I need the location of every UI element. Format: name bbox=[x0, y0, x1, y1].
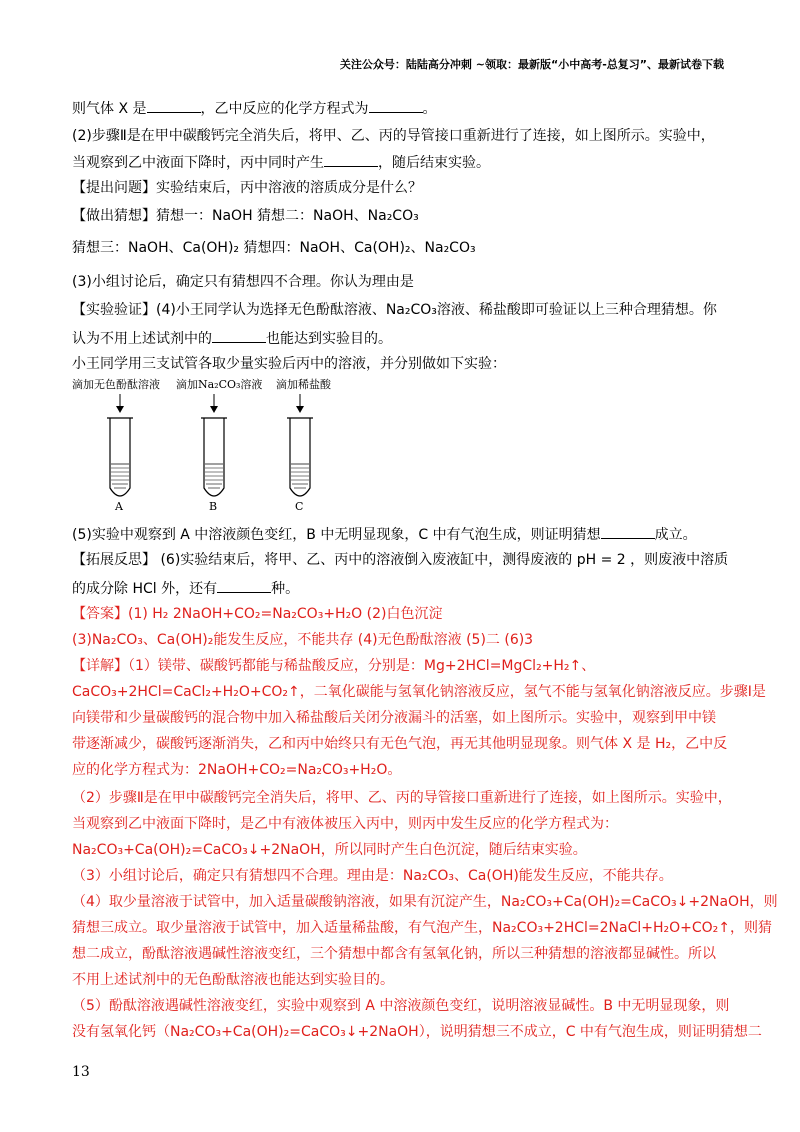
text-segment: 成立。 bbox=[654, 527, 697, 543]
test-tube-figure bbox=[72, 376, 372, 520]
answer-blank bbox=[324, 152, 378, 167]
reagent-label-phenolphthalein: 滴加无色酚酞溶液 bbox=[72, 378, 160, 391]
text-segment: 。 bbox=[422, 101, 437, 117]
text-line bbox=[72, 98, 437, 119]
text-segment: 【答案】(1) H₂ 2NaOH+CO₂=Na₂CO₃+H₂O (2)白色沉淀 bbox=[72, 606, 443, 622]
text-segment: （4）取少量溶液于试管中，加入适量碳酸钠溶液，如果有沉淀产生，Na₂CO₃+Ca(OH)₂=CaCO₃↓+2NaOH，则 bbox=[72, 894, 778, 910]
text-line bbox=[72, 892, 778, 912]
text-line bbox=[72, 272, 414, 292]
text-line bbox=[72, 630, 533, 650]
text-line bbox=[72, 996, 729, 1016]
text-line bbox=[72, 970, 394, 990]
text-segment: 种。 bbox=[271, 581, 300, 597]
text-line bbox=[72, 760, 401, 780]
text-segment: 【做出猜想】猜想一：NaOH 猜想二：NaOH、Na₂CO₃ bbox=[72, 208, 419, 224]
answer-blank bbox=[147, 98, 201, 113]
text-line bbox=[72, 944, 716, 964]
text-segment: 【提出问题】实验结束后，丙中溶液的溶质成分是什么？ bbox=[72, 180, 422, 196]
text-line bbox=[72, 1022, 762, 1042]
text-segment: 猜想三成立。取少量溶液于试管中，加入适量稀盐酸，有气泡产生，Na₂CO₃+2HCl=2NaCl+H₂O+CO₂↑，则猜 bbox=[72, 920, 773, 936]
text-line bbox=[72, 550, 728, 570]
text-segment: (2)步骤Ⅱ是在甲中碳酸钙完全消失后，将甲、乙、丙的导管接口重新进行了连接，如上图所示。实验中， bbox=[72, 128, 715, 144]
text-line bbox=[72, 918, 772, 938]
text-segment: 【实验验证】(4)小王同学认为选择无色酚酞溶液、Na₂CO₃溶液、稀盐酸即可验证以上三种合理猜想。你 bbox=[72, 302, 717, 318]
answer-blank bbox=[217, 578, 271, 593]
text-segment: （3）小组讨论后，确定只有猜想四不合理。理由是：Na₂CO₃、Ca(OH)能发生反应，不能共存。 bbox=[72, 868, 673, 884]
text-segment: 没有氢氧化钙（Na₂CO₃+Ca(OH)₂=CaCO₃↓+2NaOH），说明猜想三不成立，C 中有气泡生成，则证明猜想二 bbox=[72, 1024, 762, 1040]
test-tubes-svg bbox=[72, 376, 372, 516]
text-segment: 带逐渐减少，碳酸钙逐渐消失，乙和丙中始终只有无色气泡，再无其他明显现象。则气体 X 是 H₂，乙中反 bbox=[72, 736, 728, 752]
reagent-label-hcl: 滴加稀盐酸 bbox=[276, 378, 331, 391]
tube-c-group bbox=[287, 394, 313, 496]
text-line bbox=[72, 840, 587, 860]
text-line bbox=[72, 524, 697, 545]
text-line bbox=[72, 604, 443, 624]
text-line bbox=[72, 708, 716, 728]
text-segment: 小王同学用三支试管各取少量实验后丙中的溶液，并分别做如下实验： bbox=[72, 356, 506, 372]
text-segment: 【拓展反思】 (6)实验结束后，将甲、乙、丙中的溶液倒入废液缸中，测得废液的 pH = 2 ，则废液中溶质 bbox=[72, 552, 729, 568]
text-line bbox=[72, 152, 490, 173]
answer-blank bbox=[601, 524, 655, 539]
text-segment: 想二成立，酚酞溶液遇碱性溶液变红，三个猜想中都含有氢氧化钠，所以三种猜想的溶液都显碱性。所以 bbox=[72, 946, 716, 962]
page-number: 13 bbox=[72, 1064, 90, 1080]
text-segment: ，随后结束实验。 bbox=[378, 155, 490, 171]
text-segment: 的成分除 HCl 外，还有 bbox=[72, 581, 218, 597]
text-segment: 猜想三：NaOH、Ca(OH)₂ 猜想四：NaOH、Ca(OH)₂、Na₂CO₃ bbox=[72, 240, 476, 256]
text-segment: 应的化学方程式为：2NaOH+CO₂=Na₂CO₃+H₂O。 bbox=[72, 762, 402, 778]
text-line bbox=[72, 578, 299, 599]
text-segment: CaCO₃+2HCl=CaCl₂+H₂O+CO₂↑，二氧化碳能与氢氧化钠溶液反应，氢气不能与氢氧化钠溶液反应。步骤Ⅰ是 bbox=[72, 684, 766, 700]
answer-blank bbox=[212, 328, 266, 343]
text-line bbox=[72, 682, 766, 702]
text-line bbox=[72, 206, 419, 226]
tube-b-group bbox=[201, 394, 227, 496]
reagent-label-na2co3: 滴加Na₂CO₃溶液 bbox=[176, 378, 263, 391]
text-segment: 当观察到乙中液面下降时，丙中同时产生 bbox=[72, 155, 324, 171]
text-segment: (3)小组讨论后，确定只有猜想四不合理。你认为理由是 bbox=[72, 274, 414, 290]
text-segment: 不用上述试剂中的无色酚酞溶液也能达到实验目的。 bbox=[72, 972, 394, 988]
tube-label-b: B bbox=[209, 500, 218, 513]
tube-a-group bbox=[107, 394, 133, 496]
text-line bbox=[72, 178, 422, 198]
text-segment: 也能达到实验目的。 bbox=[266, 331, 392, 347]
text-segment: (3)Na₂CO₃、Ca(OH)₂能发生反应，不能共存 (4)无色酚酞溶液 (5)二 (6)3 bbox=[72, 632, 534, 648]
tube-label-c: C bbox=[295, 500, 304, 513]
text-line bbox=[72, 354, 506, 374]
text-line bbox=[72, 734, 727, 754]
text-segment: 【详解】（1）镁带、碳酸钙都能与稀盐酸反应，分别是：Mg+2HCl=MgCl₂+H₂↑、 bbox=[72, 658, 596, 674]
text-segment: 当观察到乙中液面下降时，是乙中有液体被压入丙中，则丙中发生反应的化学方程式为： bbox=[72, 816, 618, 832]
text-line bbox=[72, 814, 618, 834]
answer-blank bbox=[369, 98, 423, 113]
text-segment: （5）酚酞溶液遇碱性溶液变红，实验中观察到 A 中溶液颜色变红，说明溶液显碱性。B 中无明显现象，则 bbox=[72, 998, 730, 1014]
text-segment: 向镁带和少量碳酸钙的混合物中加入稀盐酸后关闭分液漏斗的活塞，如上图所示。实验中，观察到甲中镁 bbox=[72, 710, 716, 726]
text-line bbox=[72, 126, 715, 146]
page-header: 关注公众号：陆陆高分冲刺 ~领取：最新版“小中高考-总复习”、最新试卷下载 bbox=[339, 58, 724, 71]
text-segment: （2）步骤Ⅱ是在甲中碳酸钙完全消失后，将甲、乙、丙的导管接口重新进行了连接，如上图所示。实验中， bbox=[72, 790, 732, 806]
text-line bbox=[72, 788, 732, 808]
text-segment: 则气体 X 是 bbox=[72, 101, 147, 117]
text-line bbox=[72, 300, 717, 320]
text-segment: (5)实验中观察到 A 中溶液颜色变红，B 中无明显现象，C 中有气泡生成，则证明猜想 bbox=[72, 527, 601, 543]
text-line bbox=[72, 866, 673, 886]
text-line bbox=[72, 238, 476, 258]
text-line bbox=[72, 328, 392, 349]
text-segment: ，乙中反应的化学方程式为 bbox=[200, 101, 369, 117]
text-line bbox=[72, 656, 595, 676]
text-segment: 认为不用上述试剂中的 bbox=[72, 331, 212, 347]
tube-label-a: A bbox=[115, 500, 123, 513]
text-segment: Na₂CO₃+Ca(OH)₂=CaCO₃↓+2NaOH，所以同时产生白色沉淀，随后结束实验。 bbox=[72, 842, 587, 858]
